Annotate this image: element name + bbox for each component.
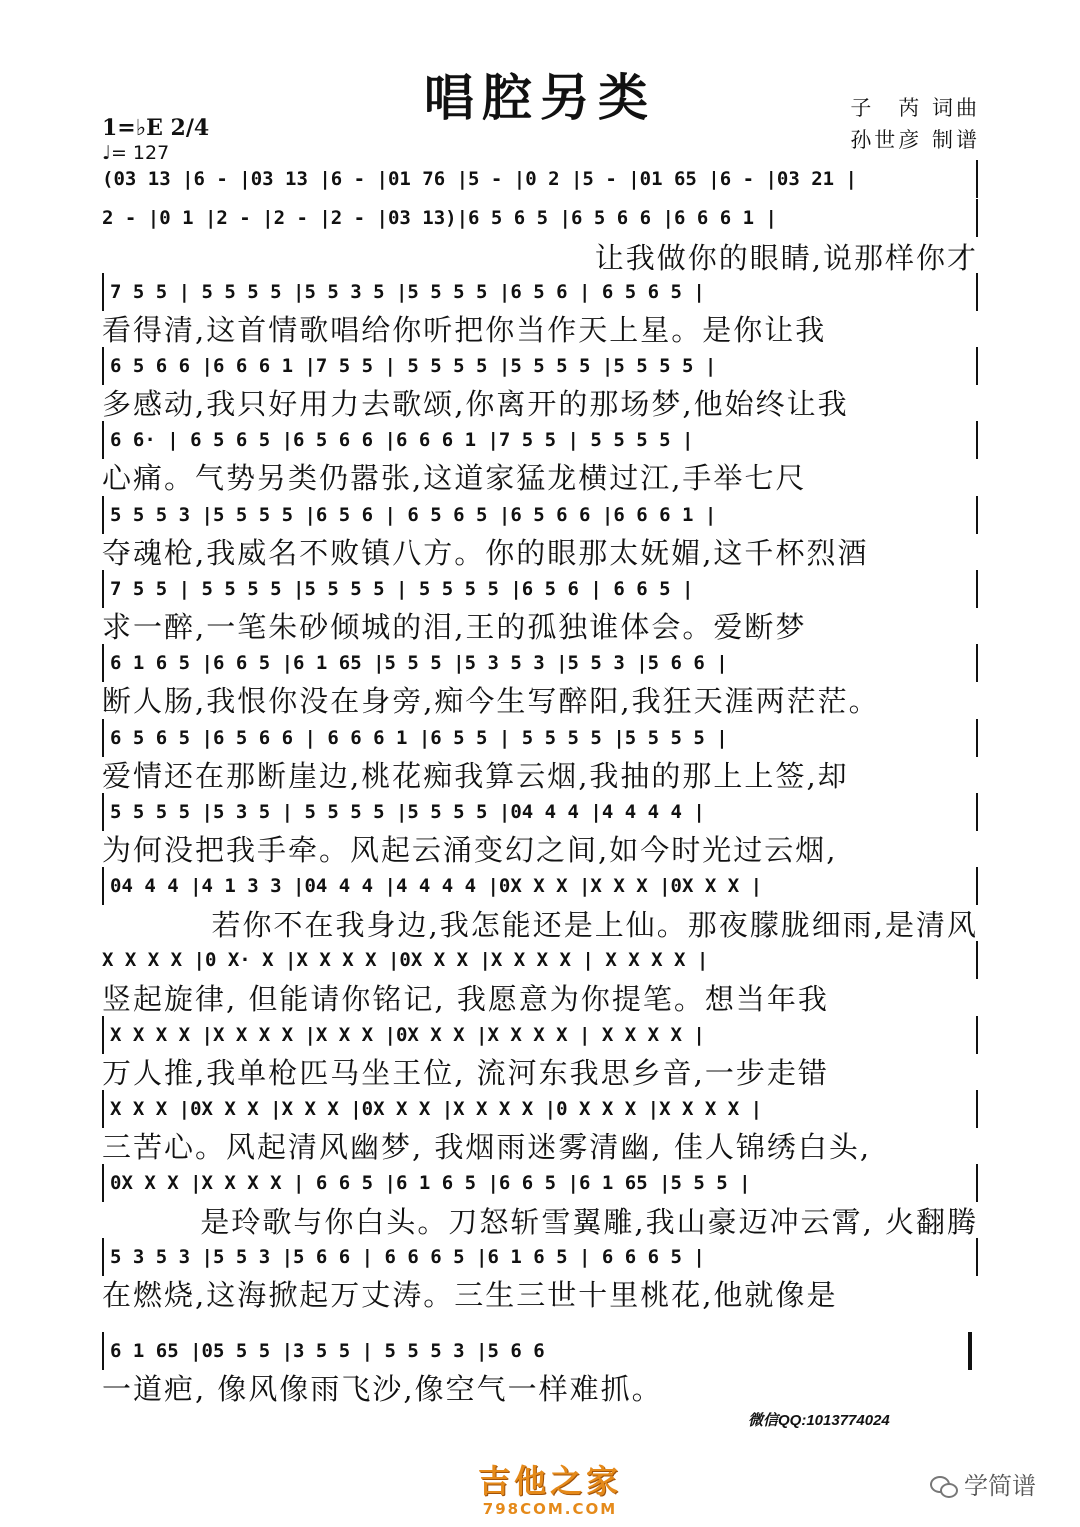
score-row: [102, 199, 978, 239]
lyric-line: 万人推,我单枪匹马坐王位, 流河东我思乡音,一步走错: [102, 1056, 829, 1090]
score-row: [102, 496, 978, 536]
lyric-line: 三苦心。风起清风幽梦, 我烟雨迷雾清幽, 佳人锦绣白头,: [102, 1130, 872, 1164]
lyric-line: 让我做你的眼睛,说那样你才: [594, 241, 978, 275]
note-line: 0X X X |X X X X | 6 6 5 |6 1 6 5 |6 6 5 |6 1 65 |5 5 5 |: [102, 1164, 978, 1202]
note-line: 6 6· | 6 5 6 5 |6 5 6 6 |6 6 6 1 |7 5 5 | 5 5 5 5 |: [102, 421, 978, 459]
wechat-icon: [930, 1476, 958, 1498]
lyric-line: 在燃烧,这海掀起万丈涛。三生三世十里桃花,他就像是: [102, 1278, 838, 1312]
lyric-line: 为何没把我手牵。风起云涌变幻之间,如今时光过云烟,: [102, 833, 838, 867]
site-logo: [470, 1456, 630, 1518]
note-line: 6 1 65 |05 5 5 |3 5 5 | 5 5 5 3 |5 6 6: [102, 1332, 978, 1370]
note-line: 7 5 5 | 5 5 5 5 |5 5 5 5 | 5 5 5 5 |6 5 6 | 6 6 5 |: [102, 570, 978, 608]
lyric-line: 若你不在我身边,我怎能还是上仙。那夜朦胧细雨,是清风: [211, 908, 978, 942]
score-row: [102, 1016, 978, 1056]
site-logo-url: 798COM.COM: [482, 1500, 618, 1518]
lyric-line: 是玲歌与你白头。刀怒斩雪翼雕,我山豪迈冲云霄, 火翻腾: [200, 1205, 978, 1239]
lyric-line: 多感动,我只好用力去歌颂,你离开的那场梦,他始终让我: [102, 387, 849, 421]
note-line: 6 5 6 5 |6 5 6 6 | 6 6 6 1 |6 5 5 | 5 5 5 5 |5 5 5 5 |: [102, 719, 978, 757]
score-row: [102, 644, 978, 684]
note-line: 7 5 5 | 5 5 5 5 |5 5 3 5 |5 5 5 5 |6 5 6 | 6 5 6 5 |: [102, 273, 978, 311]
site-logo-name: 吉他之家: [477, 1462, 622, 1500]
score-row: [102, 1332, 978, 1372]
score-row: [102, 1238, 978, 1278]
key-signature: 1=♭E 2/4: [102, 115, 210, 141]
note-line: X X X X |X X X X |X X X |0X X X |X X X X | X X X X |: [102, 1016, 978, 1054]
score-row: [102, 273, 978, 313]
lyric-line: 心痛。气势另类仍嚣张,这道家猛龙横过江,手举七尺: [102, 461, 807, 495]
score-row: [102, 1164, 978, 1204]
note-line: 5 3 5 3 |5 5 3 |5 6 6 | 6 6 6 5 |6 1 6 5 | 6 6 6 5 |: [102, 1238, 978, 1276]
lyricist-composer-credit: 子 芮 词曲: [850, 96, 980, 120]
note-line: 6 5 6 6 |6 6 6 1 |7 5 5 | 5 5 5 5 |5 5 5 5 |5 5 5 5 |: [102, 347, 978, 385]
score-row: [102, 941, 978, 981]
lyric-line: 夺魂枪,我威名不败镇八方。你的眼那太妩媚,这千杯烈酒: [102, 536, 869, 570]
final-barline: [968, 1332, 972, 1370]
note-line: 2 - |0 1 |2 - |2 - |2 - |03 13)|6 5 6 5 |6 5 6 6 |6 6 6 1 |: [102, 199, 978, 237]
note-line: X X X X |0 X· X |X X X X |0X X X |X X X X | X X X X |: [102, 941, 978, 979]
lyric-line: 爱情还在那断崖边,桃花痴我算云烟,我抽的那上上签,却: [102, 759, 849, 793]
score-row: [102, 719, 978, 759]
score-row: [102, 867, 978, 907]
lyric-line: 竖起旋律, 但能请你铭记, 我愿意为你提笔。想当年我: [102, 982, 829, 1016]
tempo-marking: ♩= 127: [102, 142, 170, 164]
lyric-line: 看得清,这首情歌唱给你听把你当作天上星。是你让我: [102, 313, 827, 347]
note-line: (03 13 |6 - |03 13 |6 - |01 76 |5 - |0 2 |5 - |01 65 |6 - |03 21 |: [102, 160, 978, 198]
score-row: [102, 570, 978, 610]
lyric-line: 一道疤, 像风像雨飞沙,像空气一样难抓。: [102, 1372, 663, 1406]
wechat-account: [930, 1466, 1036, 1501]
song-title: 唱腔另类: [424, 68, 656, 127]
lyric-line: 断人肠,我恨你没在身旁,痴今生写醉阳,我狂天涯两茫茫。: [102, 684, 880, 718]
lyric-line: 求一醉,一笔朱砂倾城的泪,王的孤独谁体会。爱断梦: [102, 610, 807, 644]
wechat-account-name: 学简谱: [964, 1472, 1036, 1500]
score-row: [102, 1090, 978, 1130]
note-line: 04 4 4 |4 1 3 3 |04 4 4 |4 4 4 4 |0X X X |X X X |0X X X |: [102, 867, 978, 905]
score-row: [102, 160, 978, 200]
score-row: [102, 347, 978, 387]
note-line: X X X |0X X X |X X X |0X X X |X X X X |0 X X X |X X X X |: [102, 1090, 978, 1128]
qq-watermark: 微信QQ:1013774024: [748, 1412, 890, 1429]
score-row: [102, 421, 978, 461]
note-line: 6 1 6 5 |6 6 5 |6 1 65 |5 5 5 |5 3 5 3 |5 5 3 |5 6 6 |: [102, 644, 978, 682]
note-line: 5 5 5 3 |5 5 5 5 |6 5 6 | 6 5 6 5 |6 5 6 6 |6 6 6 1 |: [102, 496, 978, 534]
score-row: [102, 793, 978, 833]
arranger-credit: 孙世彦 制谱: [850, 128, 980, 152]
note-line: 5 5 5 5 |5 3 5 | 5 5 5 5 |5 5 5 5 |04 4 4 |4 4 4 4 |: [102, 793, 978, 831]
